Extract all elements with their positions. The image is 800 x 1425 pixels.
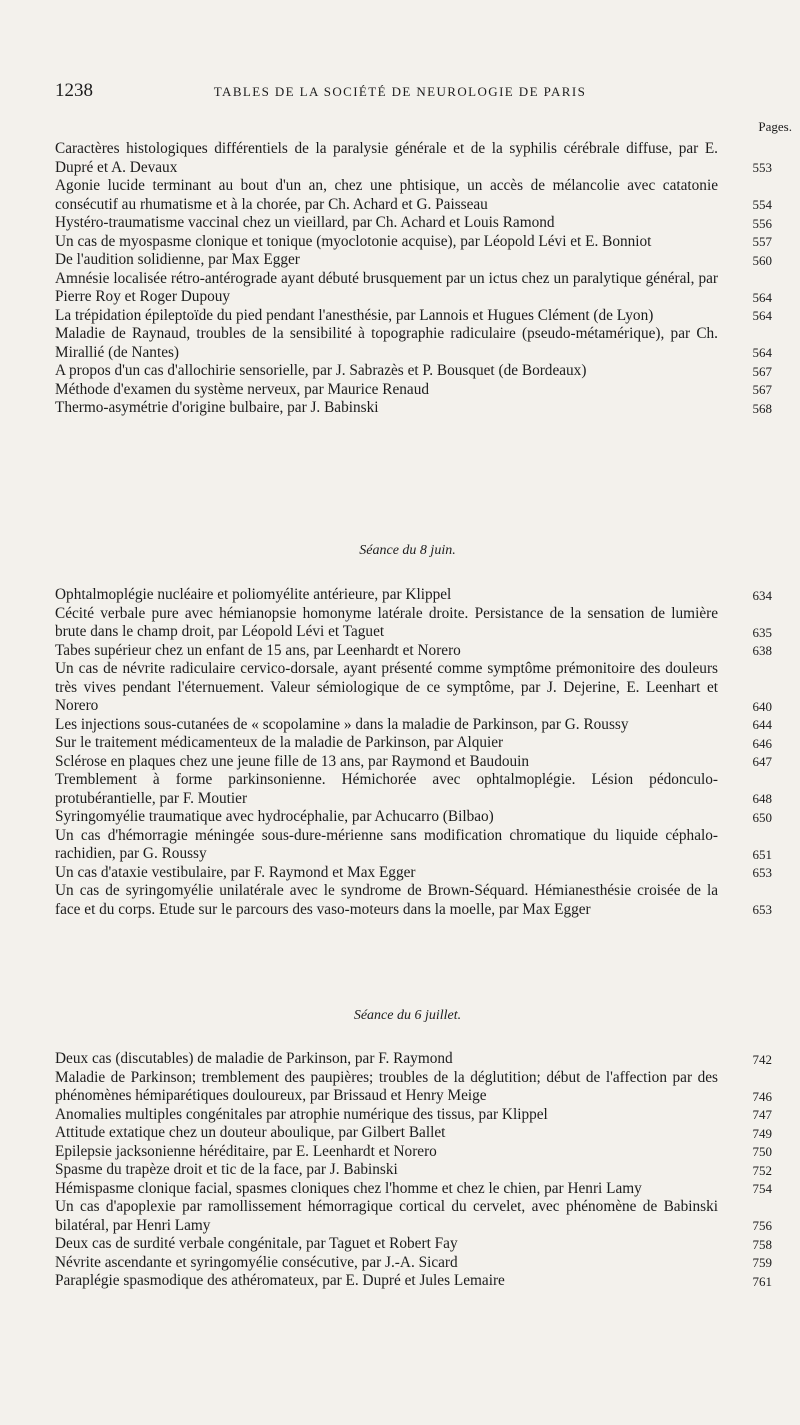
entry-page: 653 [752, 902, 772, 917]
entry-text: Névrite ascendante et syringomyélie consécutive, par J.-A. Sicard [55, 1253, 458, 1271]
entry-text: Un cas d'hémorragie méningée sous-dure-mérienne sans modification chromatique du liquide céphalo-rachidien, par G. Roussy [55, 826, 718, 862]
entry-page: 749 [752, 1125, 772, 1141]
index-entry [55, 307, 780, 326]
entry-page: 756 [752, 1218, 772, 1233]
entry-page: 553 [752, 160, 772, 175]
entry-page: 634 [752, 587, 772, 603]
entry-page: 564 [752, 289, 772, 305]
entry-page: 567 [752, 363, 772, 379]
entry-page: 564 [752, 308, 772, 323]
entry-text: Deux cas (discutables) de maladie de Parkinson, par F. Raymond [55, 1050, 453, 1067]
index-entry [55, 399, 780, 418]
index-entry [55, 882, 780, 919]
section-session-6-juillet [55, 1050, 780, 1291]
session-heading: Séance du 6 juillet. [353, 1008, 462, 1023]
entry-text: Un cas de syringomyélie unilatérale avec le syndrome de Brown-Séquard. Hémianesthésie croisée de la face et du corps. Etude sur le parcours des vaso-moteurs dans la moelle, par Max Egger [55, 882, 718, 918]
entry-page: 638 [752, 643, 772, 658]
index-entry [55, 177, 780, 214]
index-entry [55, 660, 780, 716]
entry-page: 752 [752, 1162, 772, 1178]
index-entry [55, 827, 780, 864]
index-entry [55, 771, 780, 808]
entry-text: Syringomyélie traumatique avec hydrocéphalie, par Achucarro (Bilbao) [55, 808, 494, 825]
pages-column-label: Pages. [758, 119, 792, 134]
entry-text: Un cas d'apoplexie par ramollissement hémorragique cortical du cervelet, avec phénomène de Babinski bilatéral, par Henri Lamy [55, 1198, 718, 1234]
entry-text: A propos d'un cas d'allochirie sensorielle, par J. Sabrazès et P. Bousquet (de Bordeaux) [55, 362, 587, 379]
entry-text: La trépidation épileptoïde du pied pendant l'anesthésie, par Lannois et Hugues Clément (de Lyon) [55, 306, 654, 324]
section-continuation [55, 140, 780, 418]
entry-page: 564 [752, 345, 772, 360]
entry-page: 644 [752, 717, 772, 732]
index-entry [55, 381, 780, 400]
index-entry [55, 233, 780, 252]
entry-page: 648 [752, 791, 772, 806]
entry-text: Tremblement à forme parkinsonienne. Hémichorée avec ophtalmoplégie. Lésion pédonculo-protubérantielle, par F. Moutier [55, 771, 718, 807]
index-entry [55, 1069, 780, 1106]
index-entry [55, 753, 780, 772]
entry-text: Epilepsie jacksonienne héréditaire, par E. Leenhardt et Norero [55, 1142, 437, 1160]
entry-text: Deux cas de surdité verbale congénitale, par Taguet et Robert Fay [55, 1235, 458, 1252]
entry-text: Caractères histologiques différentiels de la paralysie générale et de la syphilis cérébrale diffuse, par E. Dupré et A. Devaux [55, 140, 718, 176]
index-entry [55, 716, 780, 735]
entry-text: Attitude extatique chez un douteur aboulique, par Gilbert Ballet [55, 1124, 446, 1141]
entry-text: Un cas de névrite radiculaire cervico-dorsale, ayant présenté comme symptôme prémonitoire des douleurs très vives pendant l'éternuement. Valeur sémiologique de ce symptôme, par J. Dejerine, E. Leenhart et Norero [55, 660, 718, 714]
entry-page: 651 [752, 846, 772, 862]
entry-text: Spasme du trapèze droit et tic de la face, par J. Babinski [55, 1161, 398, 1178]
index-entry [55, 270, 780, 307]
index-entry [55, 1180, 780, 1199]
index-entry [55, 1198, 780, 1235]
index-entry [55, 325, 780, 362]
entry-text: Thermo-asymétrie d'origine bulbaire, par J. Babinski [55, 399, 379, 416]
index-entry [55, 605, 780, 642]
entry-page: 754 [752, 1181, 772, 1196]
entry-text: Les injections sous-cutanées de « scopolamine » dans la maladie de Parkinson, par G. Roussy [55, 715, 629, 733]
entry-page: 742 [752, 1051, 772, 1067]
entry-text: Méthode d'examen du système nerveux, par Maurice Renaud [55, 380, 430, 398]
entry-text: Tabes supérieur chez un enfant de 15 ans, par Leenhardt et Norero [55, 641, 461, 659]
section-session-8-juin [55, 586, 780, 919]
index-entry [55, 140, 780, 177]
entry-text: Agonie lucide terminant au bout d'un an, chez une phtisique, un accès de mélancolie avec catatonie consécutif au rhumatisme et à la chorée, par Ch. Achard et G. Paisseau [55, 177, 718, 213]
index-entry [55, 1235, 780, 1254]
entry-page: 640 [752, 698, 772, 714]
index-entry [55, 864, 780, 883]
index-entry [55, 251, 780, 270]
index-entry [55, 214, 780, 233]
index-entry [55, 1124, 780, 1143]
running-header: TABLES DE LA SOCIÉTÉ DE NEUROLOGIE DE PARIS [213, 84, 587, 99]
index-entry [55, 1254, 780, 1273]
index-entry [55, 1272, 780, 1291]
entry-text: Hystéro-traumatisme vaccinal chez un vieillard, par Ch. Achard et Louis Ramond [55, 214, 555, 231]
entry-text: Sclérose en plaques chez une jeune fille de 13 ans, par Raymond et Baudouin [55, 752, 530, 770]
entry-page: 758 [752, 1236, 772, 1252]
entry-page: 635 [752, 624, 772, 640]
entry-page: 647 [752, 754, 772, 769]
index-entry [55, 1143, 780, 1162]
entry-page: 747 [752, 1107, 772, 1122]
index-entry [55, 1161, 780, 1180]
entry-text: Un cas de myospasme clonique et tonique (myoclotonie acquise), par Léopold Lévi et E. Bonniot [55, 232, 652, 250]
index-entry [55, 642, 780, 661]
index-entry [55, 734, 780, 753]
entry-text: Un cas d'ataxie vestibulaire, par F. Raymond et Max Egger [55, 863, 416, 881]
entry-text: Ophtalmoplégie nucléaire et poliomyélite antérieure, par Klippel [55, 586, 452, 603]
page-number: 1238 [55, 80, 93, 101]
entry-page: 761 [752, 1273, 772, 1289]
index-entry [55, 586, 780, 605]
entry-text: Amnésie localisée rétro-antérograde ayant débuté brusquement par un ictus chez un paralytique général, par Pierre Roy et Roger Dupouy [55, 269, 718, 305]
index-entry [55, 808, 780, 827]
index-entry [55, 362, 780, 381]
entry-page: 560 [752, 252, 772, 268]
entry-text: De l'audition solidienne, par Max Egger [55, 251, 300, 268]
entry-page: 556 [752, 215, 772, 231]
entry-page: 567 [752, 382, 772, 397]
entry-text: Anomalies multiples congénitales par atrophie numérique des tissus, par Klippel [55, 1105, 548, 1123]
index-entry [55, 1106, 780, 1125]
entry-page: 568 [752, 400, 772, 416]
session-heading: Séance du 8 juin. [359, 543, 456, 558]
entry-page: 759 [752, 1255, 772, 1270]
entry-text: Maladie de Parkinson; tremblement des paupières; troubles de la déglutition; début de l'affection par des phénomènes hémiparétiques douloureux, par Brissaud et Henry Meige [55, 1068, 718, 1104]
entry-page: 554 [752, 197, 772, 212]
entry-text: Maladie de Raynaud, troubles de la sensibilité à topographie radiculaire (pseudo-métamérique), par Ch. Mirallié (de Nantes) [55, 325, 718, 361]
entry-text: Hémispasme clonique facial, spasmes cloniques chez l'homme et chez le chien, par Henri Lamy [55, 1179, 642, 1197]
entry-page: 557 [752, 234, 772, 249]
entry-page: 746 [752, 1088, 772, 1104]
entry-page: 653 [752, 865, 772, 880]
entry-text: Sur le traitement médicamenteux de la maladie de Parkinson, par Alquier [55, 734, 504, 751]
entry-text: Cécité verbale pure avec hémianopsie homonyme latérale droite. Persistance de la sensation de lumière brute dans le champ droit, par Léopold Lévi et Taguet [55, 604, 718, 640]
entry-page: 646 [752, 735, 772, 751]
entry-page: 650 [752, 809, 772, 825]
index-entry [55, 1050, 780, 1069]
entry-text: Paraplégie spasmodique des athéromateux, par E. Dupré et Jules Lemaire [55, 1272, 505, 1289]
entry-page: 750 [752, 1144, 772, 1159]
